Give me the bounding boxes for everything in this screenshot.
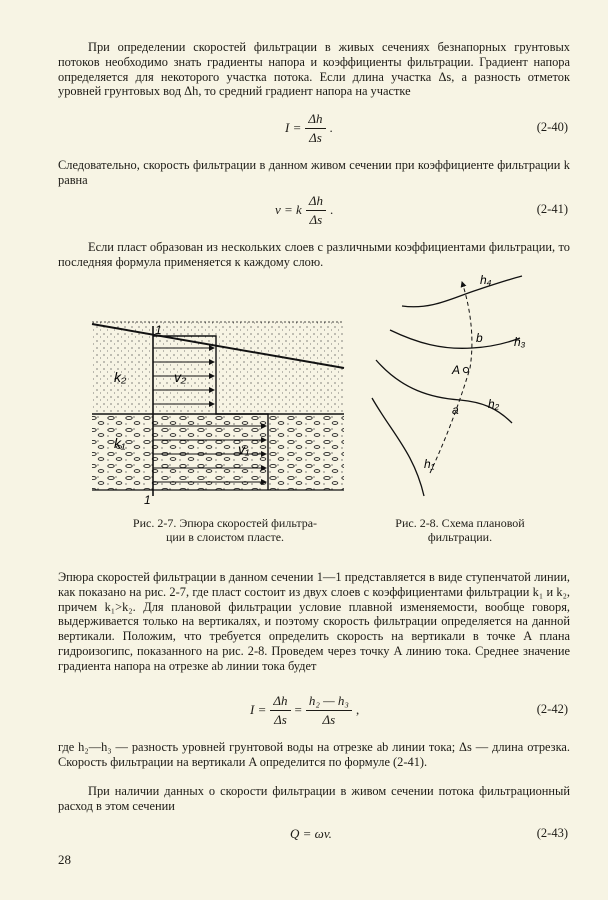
figure-2-8-caption-line2: фильтрации.	[427, 530, 493, 544]
equation-number-2-40: (2-40)	[536, 120, 568, 134]
contour-h3	[390, 330, 520, 348]
label-k2: k₂	[114, 369, 127, 385]
lower-layer-gravel	[92, 414, 344, 490]
figure-2-7-caption-line1: Рис. 2-7. Эпюра скоростей фильтра-	[132, 516, 318, 530]
figure-2-8-plan-filtration-diagram	[362, 268, 548, 498]
eq3-numerator-1: Δh	[270, 693, 290, 711]
label-h4: h₄	[480, 273, 492, 287]
eq3-tail: ,	[355, 702, 360, 717]
eq3-denominator-2: Δs	[322, 711, 336, 727]
paragraph-layers: Если пласт образован из нескольких слоев с различными коэффициентами фильтрации, то последняя формула применяется к каждому слою.	[58, 240, 570, 269]
label-h3: h₃	[514, 335, 526, 349]
eq2-tail: .	[329, 202, 334, 217]
eq3-fraction-2	[306, 693, 352, 728]
equation-2-41	[275, 190, 333, 230]
paragraph-where: где h₂—h₃ — разность уровней грунтовой воды на отрезке ab линии тока; Δs — длина отрезка. Скорость фильтрации на вертикали A определится по формуле (2-41).	[58, 740, 570, 769]
eq2-denominator: Δs	[309, 211, 323, 227]
eq2-lhs: v = k	[275, 202, 302, 217]
paragraph-intro: При определении скоростей фильтрации в живых сечениях безнапорных грунтовых потоков необходимо знать градиенты напора и коэффициенты фильтрации. Градиент напора определяется для некоторого участка потока. Если длина участка Δs, а разность отметок уровней грунтовых вод Δh, то средний градиент напора на участке	[58, 40, 570, 99]
equation-2-40	[285, 108, 333, 148]
eq3-numerator-2: h₂ — h₃	[306, 693, 352, 711]
equation-number-2-41: (2-41)	[536, 202, 568, 216]
eq3-denominator-1: Δs	[274, 711, 287, 727]
figure-2-8-caption-line1: Рис. 2-8. Схема плановой	[395, 516, 525, 530]
eq1-denominator: Δs	[309, 129, 322, 145]
figure-2-7-caption-line2: ции в слоистом пласте.	[165, 530, 285, 544]
paragraph-epure: Эпюра скоростей фильтрации в данном сечении 1—1 представляется в виде ступенчатой линии, как показано на рис. 2-7, где пласт состоит из двух слоев с коэффициентами фильтрации k₁ и k₂, причем k₁>k₂. Для плановой фильтрации условие плавной изменяемости, вообще говоря, выдерживается только на вертикалях, и поэтому скорость фильтрации определяется на данной вертикали. Положим, что требуется определить скорость на вертикали в точке A плана гидроизогипс, показанного на рис. 2-8. Проведем через точку A линию тока. Среднее значение градиента напора на отрезке ab линии тока будет	[58, 570, 570, 673]
equation-number-2-43: (2-43)	[536, 826, 568, 840]
label-v1: v₁	[238, 441, 250, 457]
paragraph-velocity: Следовательно, скорость фильтрации в данном живом сечении при коэффициенте фильтрации k равна	[58, 158, 570, 187]
eq1-fraction	[305, 111, 325, 146]
point-A	[463, 367, 468, 372]
label-k1: k₁	[114, 435, 126, 451]
figure-2-7-caption	[80, 516, 370, 544]
eq1-tail: .	[329, 120, 333, 135]
equation-2-42	[250, 690, 359, 730]
label-a: a	[452, 403, 459, 417]
equation-2-43	[290, 814, 332, 854]
section-label-bottom: 1	[144, 493, 151, 507]
contour-h2	[376, 360, 512, 423]
equation-number-2-42: (2-42)	[536, 702, 568, 716]
contour-h4	[402, 276, 522, 307]
eq3-fraction-1	[270, 693, 290, 728]
figure-2-7-layered-velocity-diagram	[88, 318, 350, 508]
label-b: b	[476, 331, 483, 345]
label-v2: v₂	[174, 369, 187, 385]
section-label-top: 1	[155, 323, 162, 337]
paragraph-discharge: При наличии данных о скорости фильтрации в живом сечении потока фильтрационный расход в этом сечении	[58, 784, 570, 813]
eq1-numerator: Δh	[305, 111, 325, 129]
label-h2: h₂	[488, 397, 500, 411]
eq2-fraction	[306, 193, 326, 228]
page-number: 28	[58, 852, 71, 867]
label-A: A	[452, 363, 461, 377]
streamline	[430, 282, 472, 473]
contour-h1	[372, 398, 424, 496]
label-h1: h₁	[424, 457, 435, 471]
eq3-lhs: I =	[250, 702, 267, 717]
figure-2-8-caption	[370, 516, 550, 544]
eq1-lhs: I =	[285, 120, 302, 135]
eq4-text: Q = ωv.	[290, 826, 332, 841]
upper-layer-sand	[92, 322, 344, 414]
eq2-numerator: Δh	[306, 193, 326, 211]
eq3-equals: =	[294, 702, 302, 717]
